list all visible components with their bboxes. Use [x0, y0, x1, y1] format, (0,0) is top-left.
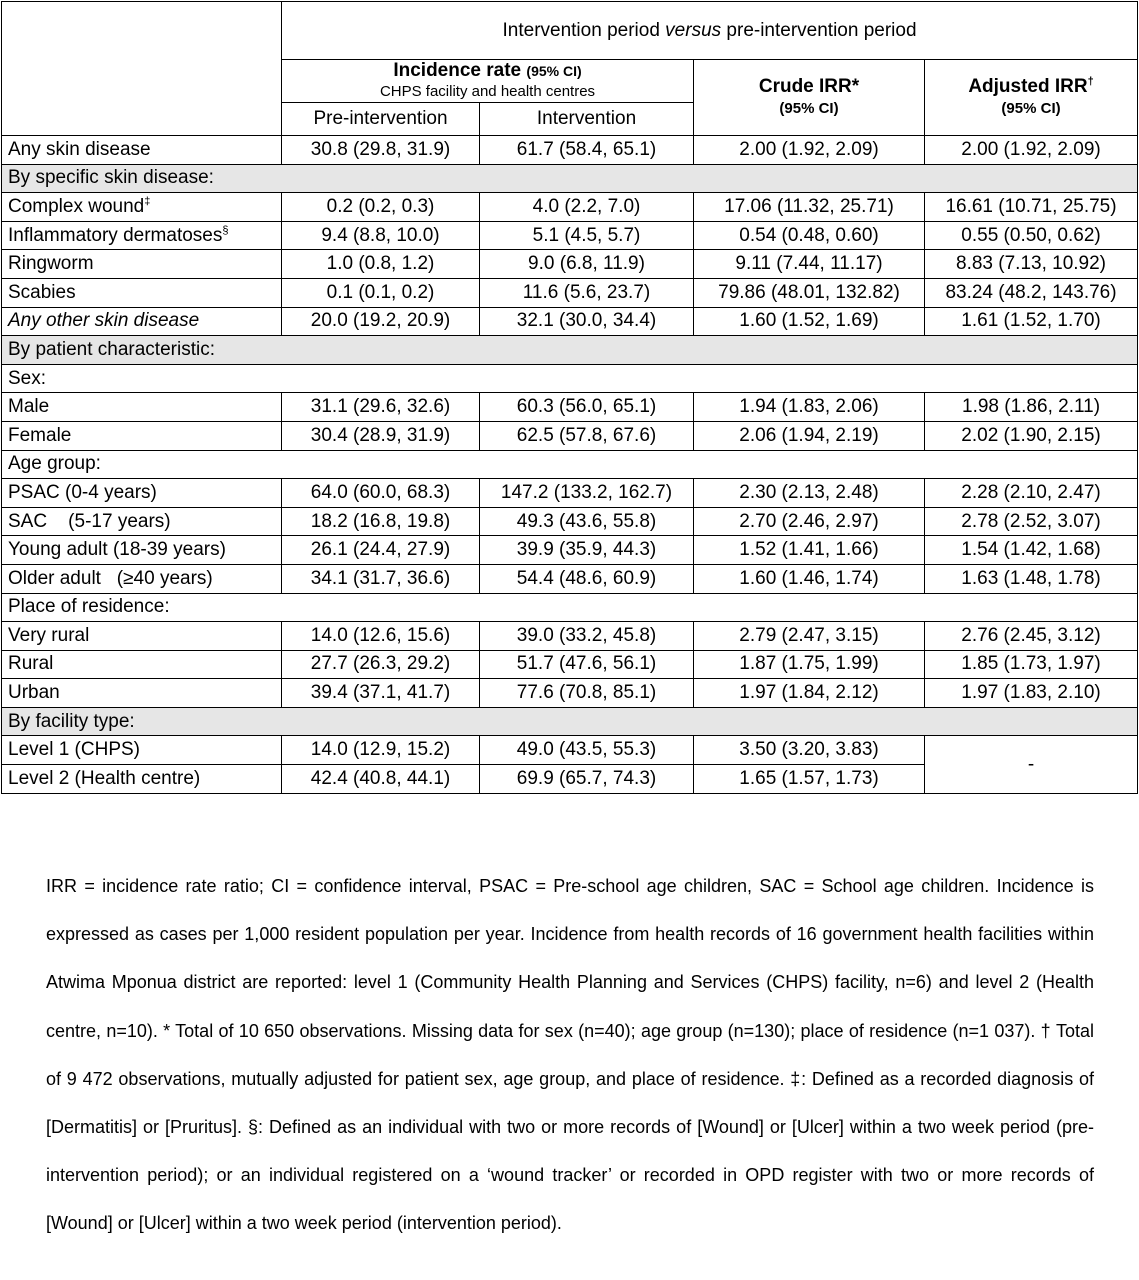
adj-value: 0.55 (0.50, 0.62)	[925, 221, 1138, 250]
int-value: 5.1 (4.5, 5.7)	[480, 221, 694, 250]
pre-value: 9.4 (8.8, 10.0)	[282, 221, 480, 250]
subsection-row	[2, 450, 1138, 479]
int-value: 60.3 (56.0, 65.1)	[480, 393, 694, 422]
pre-value: 0.1 (0.1, 0.2)	[282, 278, 480, 307]
table-row	[2, 421, 1138, 450]
int-value: 147.2 (133.2, 162.7)	[480, 479, 694, 508]
pre-value: 14.0 (12.9, 15.2)	[282, 736, 480, 765]
pre-value: 64.0 (60.0, 68.3)	[282, 479, 480, 508]
pre-value: 42.4 (40.8, 44.1)	[282, 765, 480, 794]
table-footnote: IRR = incidence rate ratio; CI = confidence interval, PSAC = Pre-school age children, SAC = School age children. Incidence is expressed as cases per 1,000 resident population per year. Incidence from health records of 16 government health facilities within Atwima Mponua district are reported: level 1 (Community Health Planning and Services (CHPS) facility, n=6) and level 2 (Health centre, n=10). * Total of 10 650 observations. Missing data for sex (n=40); age group (n=130); place of residence (n=1 037). † Total of 9 472 observations, mutually adjusted for patient sex, age group, and place of residence. ‡: Defined as a recorded diagnosis of [Dermatitis] or [Pruritus]. §: Defined as an individual with two or more records of [Wound] or [Ulcer] within a two week period (pre-intervention period); or an individual registered on a ‘wound tracker’ or recorded in OPD register with two or more records of [Wound] or [Ulcer] within a two week period (intervention period).	[46, 876, 1094, 1234]
int-value: 4.0 (2.2, 7.0)	[480, 193, 694, 222]
subsection-heading: Age group:	[2, 450, 1138, 479]
crude-value: 2.06 (1.94, 2.19)	[694, 421, 925, 450]
table-row	[2, 136, 1138, 165]
crude-value: 1.94 (1.83, 2.06)	[694, 393, 925, 422]
row-label: Young adult (18-39 years)	[2, 536, 282, 565]
pre-value: 30.4 (28.9, 31.9)	[282, 421, 480, 450]
crude-value: 2.00 (1.92, 2.09)	[694, 136, 925, 165]
table-main-title: Intervention period versus pre-intervention period	[282, 2, 1138, 60]
int-value: 39.9 (35.9, 44.3)	[480, 536, 694, 565]
section-row	[2, 336, 1138, 365]
row-label: Any other skin disease	[2, 307, 282, 336]
adj-value: 2.00 (1.92, 2.09)	[925, 136, 1138, 165]
adj-value: 2.28 (2.10, 2.47)	[925, 479, 1138, 508]
crude-irr-header: Crude IRR* (95% CI)	[694, 60, 925, 136]
pre-value: 18.2 (16.8, 19.8)	[282, 507, 480, 536]
pre-value: 30.8 (29.8, 31.9)	[282, 136, 480, 165]
int-value: 39.0 (33.2, 45.8)	[480, 622, 694, 651]
crude-value: 1.65 (1.57, 1.73)	[694, 765, 925, 794]
crude-value: 79.86 (48.01, 132.82)	[694, 278, 925, 307]
section-row	[2, 707, 1138, 736]
row-label: Level 1 (CHPS)	[2, 736, 282, 765]
intervention-header: Intervention	[480, 103, 694, 136]
int-value: 61.7 (58.4, 65.1)	[480, 136, 694, 165]
adj-value: 1.97 (1.83, 2.10)	[925, 679, 1138, 708]
pre-value: 31.1 (29.6, 32.6)	[282, 393, 480, 422]
table-row	[2, 278, 1138, 307]
row-label: SAC (5-17 years)	[2, 507, 282, 536]
adj-value: 1.61 (1.52, 1.70)	[925, 307, 1138, 336]
incidence-table	[1, 1, 1138, 794]
int-value: 11.6 (5.6, 23.7)	[480, 278, 694, 307]
row-label: Urban	[2, 679, 282, 708]
subsection-heading: Sex:	[2, 364, 1138, 393]
table-row	[2, 307, 1138, 336]
adj-value: 83.24 (48.2, 143.76)	[925, 278, 1138, 307]
pre-value: 26.1 (24.4, 27.9)	[282, 536, 480, 565]
crude-value: 17.06 (11.32, 25.71)	[694, 193, 925, 222]
int-value: 49.3 (43.6, 55.8)	[480, 507, 694, 536]
pre-value: 0.2 (0.2, 0.3)	[282, 193, 480, 222]
crude-value: 0.54 (0.48, 0.60)	[694, 221, 925, 250]
adj-value: 16.61 (10.71, 25.75)	[925, 193, 1138, 222]
subsection-row	[2, 593, 1138, 622]
adjusted-irr-header: Adjusted IRR† (95% CI)	[925, 60, 1138, 136]
int-value: 32.1 (30.0, 34.4)	[480, 307, 694, 336]
adj-value: 2.78 (2.52, 3.07)	[925, 507, 1138, 536]
header-empty-cell	[2, 2, 282, 136]
subsection-heading: Place of residence:	[2, 593, 1138, 622]
adj-value: 1.98 (1.86, 2.11)	[925, 393, 1138, 422]
int-value: 51.7 (47.6, 56.1)	[480, 650, 694, 679]
row-label: Male	[2, 393, 282, 422]
row-label: Any skin disease	[2, 136, 282, 165]
int-value: 62.5 (57.8, 67.6)	[480, 421, 694, 450]
adj-value: 1.63 (1.48, 1.78)	[925, 564, 1138, 593]
table-header-row	[2, 2, 1138, 60]
pre-value: 39.4 (37.1, 41.7)	[282, 679, 480, 708]
row-label: Level 2 (Health centre)	[2, 765, 282, 794]
section-heading: By facility type:	[2, 707, 1138, 736]
row-label: Female	[2, 421, 282, 450]
crude-value: 3.50 (3.20, 3.83)	[694, 736, 925, 765]
adj-value: 2.76 (2.45, 3.12)	[925, 622, 1138, 651]
row-label: Scabies	[2, 278, 282, 307]
int-value: 77.6 (70.8, 85.1)	[480, 679, 694, 708]
row-label: Older adult (≥40 years)	[2, 564, 282, 593]
adj-value: 8.83 (7.13, 10.92)	[925, 250, 1138, 279]
subsection-row	[2, 364, 1138, 393]
adj-value: 1.85 (1.73, 1.97)	[925, 650, 1138, 679]
pre-value: 34.1 (31.7, 36.6)	[282, 564, 480, 593]
crude-value: 1.60 (1.46, 1.74)	[694, 564, 925, 593]
adj-value: 1.54 (1.42, 1.68)	[925, 536, 1138, 565]
table-row	[2, 564, 1138, 593]
pre-value: 14.0 (12.6, 15.6)	[282, 622, 480, 651]
crude-value: 2.30 (2.13, 2.48)	[694, 479, 925, 508]
section-heading: By patient characteristic:	[2, 336, 1138, 365]
table-row	[2, 507, 1138, 536]
table-row	[2, 221, 1138, 250]
crude-value: 1.52 (1.41, 1.66)	[694, 536, 925, 565]
int-value: 54.4 (48.6, 60.9)	[480, 564, 694, 593]
table-row	[2, 193, 1138, 222]
section-row	[2, 164, 1138, 193]
row-label: Ringworm	[2, 250, 282, 279]
crude-value: 2.70 (2.46, 2.97)	[694, 507, 925, 536]
table-row	[2, 536, 1138, 565]
crude-value: 1.97 (1.84, 2.12)	[694, 679, 925, 708]
pre-value: 20.0 (19.2, 20.9)	[282, 307, 480, 336]
row-label: Very rural	[2, 622, 282, 651]
table-row	[2, 650, 1138, 679]
int-value: 69.9 (65.7, 74.3)	[480, 765, 694, 794]
table-row	[2, 736, 1138, 765]
incidence-rate-header: Incidence rate (95% CI) CHPS facility and health centres	[282, 60, 694, 103]
adj-value: -	[925, 736, 1138, 793]
table-row	[2, 479, 1138, 508]
adj-value: 2.02 (1.90, 2.15)	[925, 421, 1138, 450]
row-label: PSAC (0-4 years)	[2, 479, 282, 508]
table-row	[2, 393, 1138, 422]
table-row	[2, 679, 1138, 708]
row-label: Complex wound‡	[2, 193, 282, 222]
table-row	[2, 622, 1138, 651]
pre-intervention-header: Pre-intervention	[282, 103, 480, 136]
section-heading: By specific skin disease:	[2, 164, 1138, 193]
crude-value: 9.11 (7.44, 11.17)	[694, 250, 925, 279]
row-label: Inflammatory dermatoses§	[2, 221, 282, 250]
int-value: 49.0 (43.5, 55.3)	[480, 736, 694, 765]
crude-value: 2.79 (2.47, 3.15)	[694, 622, 925, 651]
crude-value: 1.87 (1.75, 1.99)	[694, 650, 925, 679]
pre-value: 27.7 (26.3, 29.2)	[282, 650, 480, 679]
crude-value: 1.60 (1.52, 1.69)	[694, 307, 925, 336]
table-row	[2, 250, 1138, 279]
pre-value: 1.0 (0.8, 1.2)	[282, 250, 480, 279]
int-value: 9.0 (6.8, 11.9)	[480, 250, 694, 279]
row-label: Rural	[2, 650, 282, 679]
